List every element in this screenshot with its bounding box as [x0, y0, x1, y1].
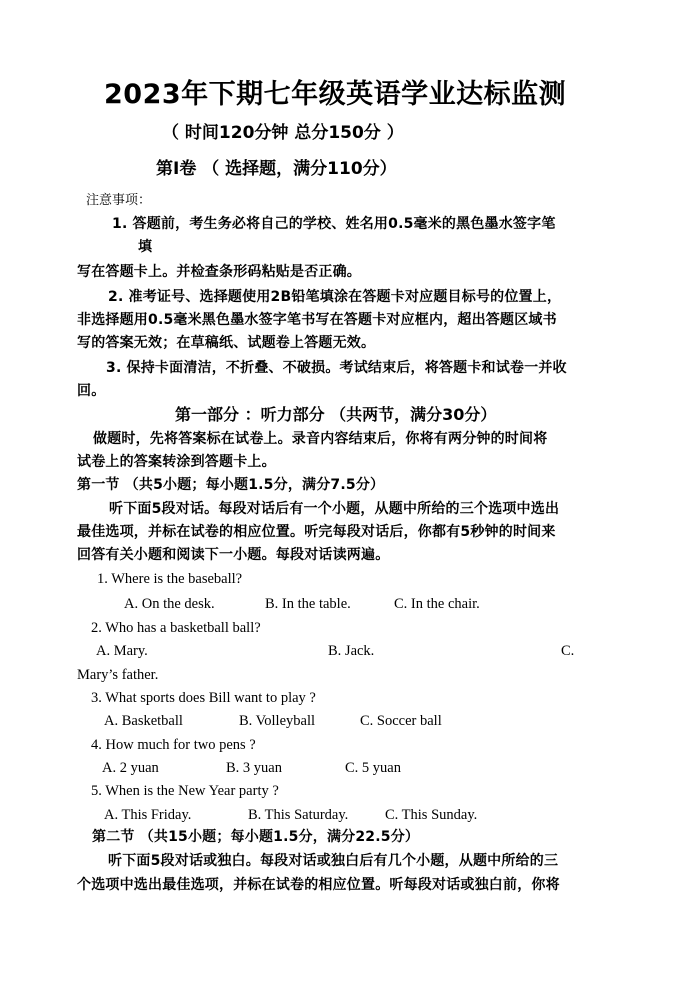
q2-option-c: C.	[561, 643, 575, 659]
q3-option-b: B. Volleyball	[239, 713, 315, 729]
q4-option-a: A. 2 yuan	[102, 760, 159, 776]
part1-intro-line-1: 做题时，先将答案标在试卷上。录音内容结束后，你将有两分钟的时间将	[93, 431, 548, 447]
note-2-line-1: 2. 准考证号、选择题使用2B铅笔填涂在答题卡对应题目标号的位置上，	[108, 289, 562, 305]
q3-option-c: C. Soccer ball	[360, 713, 442, 729]
note-2-line-3: 写的答案无效；在草稿纸、试题卷上答题无效。	[77, 335, 376, 351]
q1-option-b: B. In the table.	[265, 596, 351, 612]
q2-option-c-text: Mary’s father.	[77, 667, 159, 683]
note-1-line-1: 1. 答题前，考生务必将自己的学校、姓名用0.5毫米的黑色墨水签字笔	[112, 216, 556, 232]
q3-option-a: A. Basketball	[104, 713, 183, 729]
note-1-line-3: 写在答题卡上。并检查条形码粘贴是否正确。	[77, 264, 361, 280]
section2-intro-line-1: 听下面5段对话或独白。每段对话或独白后有几个小题，从题中所给的三	[108, 853, 559, 869]
q1-option-c: C. In the chair.	[394, 596, 480, 612]
q4-option-b: B. 3 yuan	[226, 760, 282, 776]
q5-option-a: A. This Friday.	[104, 807, 192, 823]
section1-intro-line-1: 听下面5段对话。每段对话后有一个小题，从题中所给的三个选项中选出	[109, 501, 560, 517]
q1-option-a: A. On the desk.	[124, 596, 215, 612]
section2-title: 第二节 （共15小题；每小题1.5分，满分22.5分）	[92, 829, 420, 845]
question-3: 3. What sports does Bill want to play ?	[91, 690, 316, 706]
note-3-line-2: 回。	[77, 383, 106, 399]
note-3-line-1: 3. 保持卡面清洁，不折叠、不破损。考试结束后，将答题卡和试卷一并收	[106, 360, 567, 376]
volume-heading: 第Ⅰ卷 （ 选择题，满分110分）	[156, 159, 397, 179]
question-4: 4. How much for two pens ?	[91, 737, 256, 753]
part1-intro-line-2: 试卷上的答案转涂到答题卡上。	[77, 454, 276, 470]
note-1-line-2: 填	[138, 239, 153, 255]
q5-option-c: C. This Sunday.	[385, 807, 478, 823]
q5-option-b: B. This Saturday.	[248, 807, 349, 823]
section1-intro-line-3: 回答有关小题和阅读下一小题。每段对话读两遍。	[77, 547, 390, 563]
q2-option-b: B. Jack.	[328, 643, 375, 659]
section1-title: 第一节 （共5小题；每小题1.5分，满分7.5分）	[77, 477, 385, 493]
question-2: 2. Who has a basketball ball?	[91, 620, 261, 636]
q4-option-c: C. 5 yuan	[345, 760, 401, 776]
part1-title: 第一部分 ：听力部分 （共两节，满分30分）	[175, 405, 497, 424]
notes-label: 注意事项：	[86, 193, 152, 208]
exam-subtitle: （ 时间120分钟 总分150分 ）	[162, 123, 404, 143]
section2-intro-line-2: 个选项中选出最佳选项，并标在试卷的相应位置。听每段对话或独白前，你将	[77, 877, 560, 893]
q2-option-a: A. Mary.	[96, 643, 148, 659]
question-5: 5. When is the New Year party ?	[91, 783, 279, 799]
question-1: 1. Where is the baseball?	[97, 571, 243, 587]
exam-title: 2023年下期七年级英语学业达标监测	[104, 79, 567, 110]
note-2-line-2: 非选择题用0.5毫米黑色墨水签字笔书写在答题卡对应框内，超出答题区域书	[77, 312, 557, 328]
section1-intro-line-2: 最佳选项，并标在试卷的相应位置。听完每段对话后，你都有5秒钟的时间来	[77, 524, 556, 540]
